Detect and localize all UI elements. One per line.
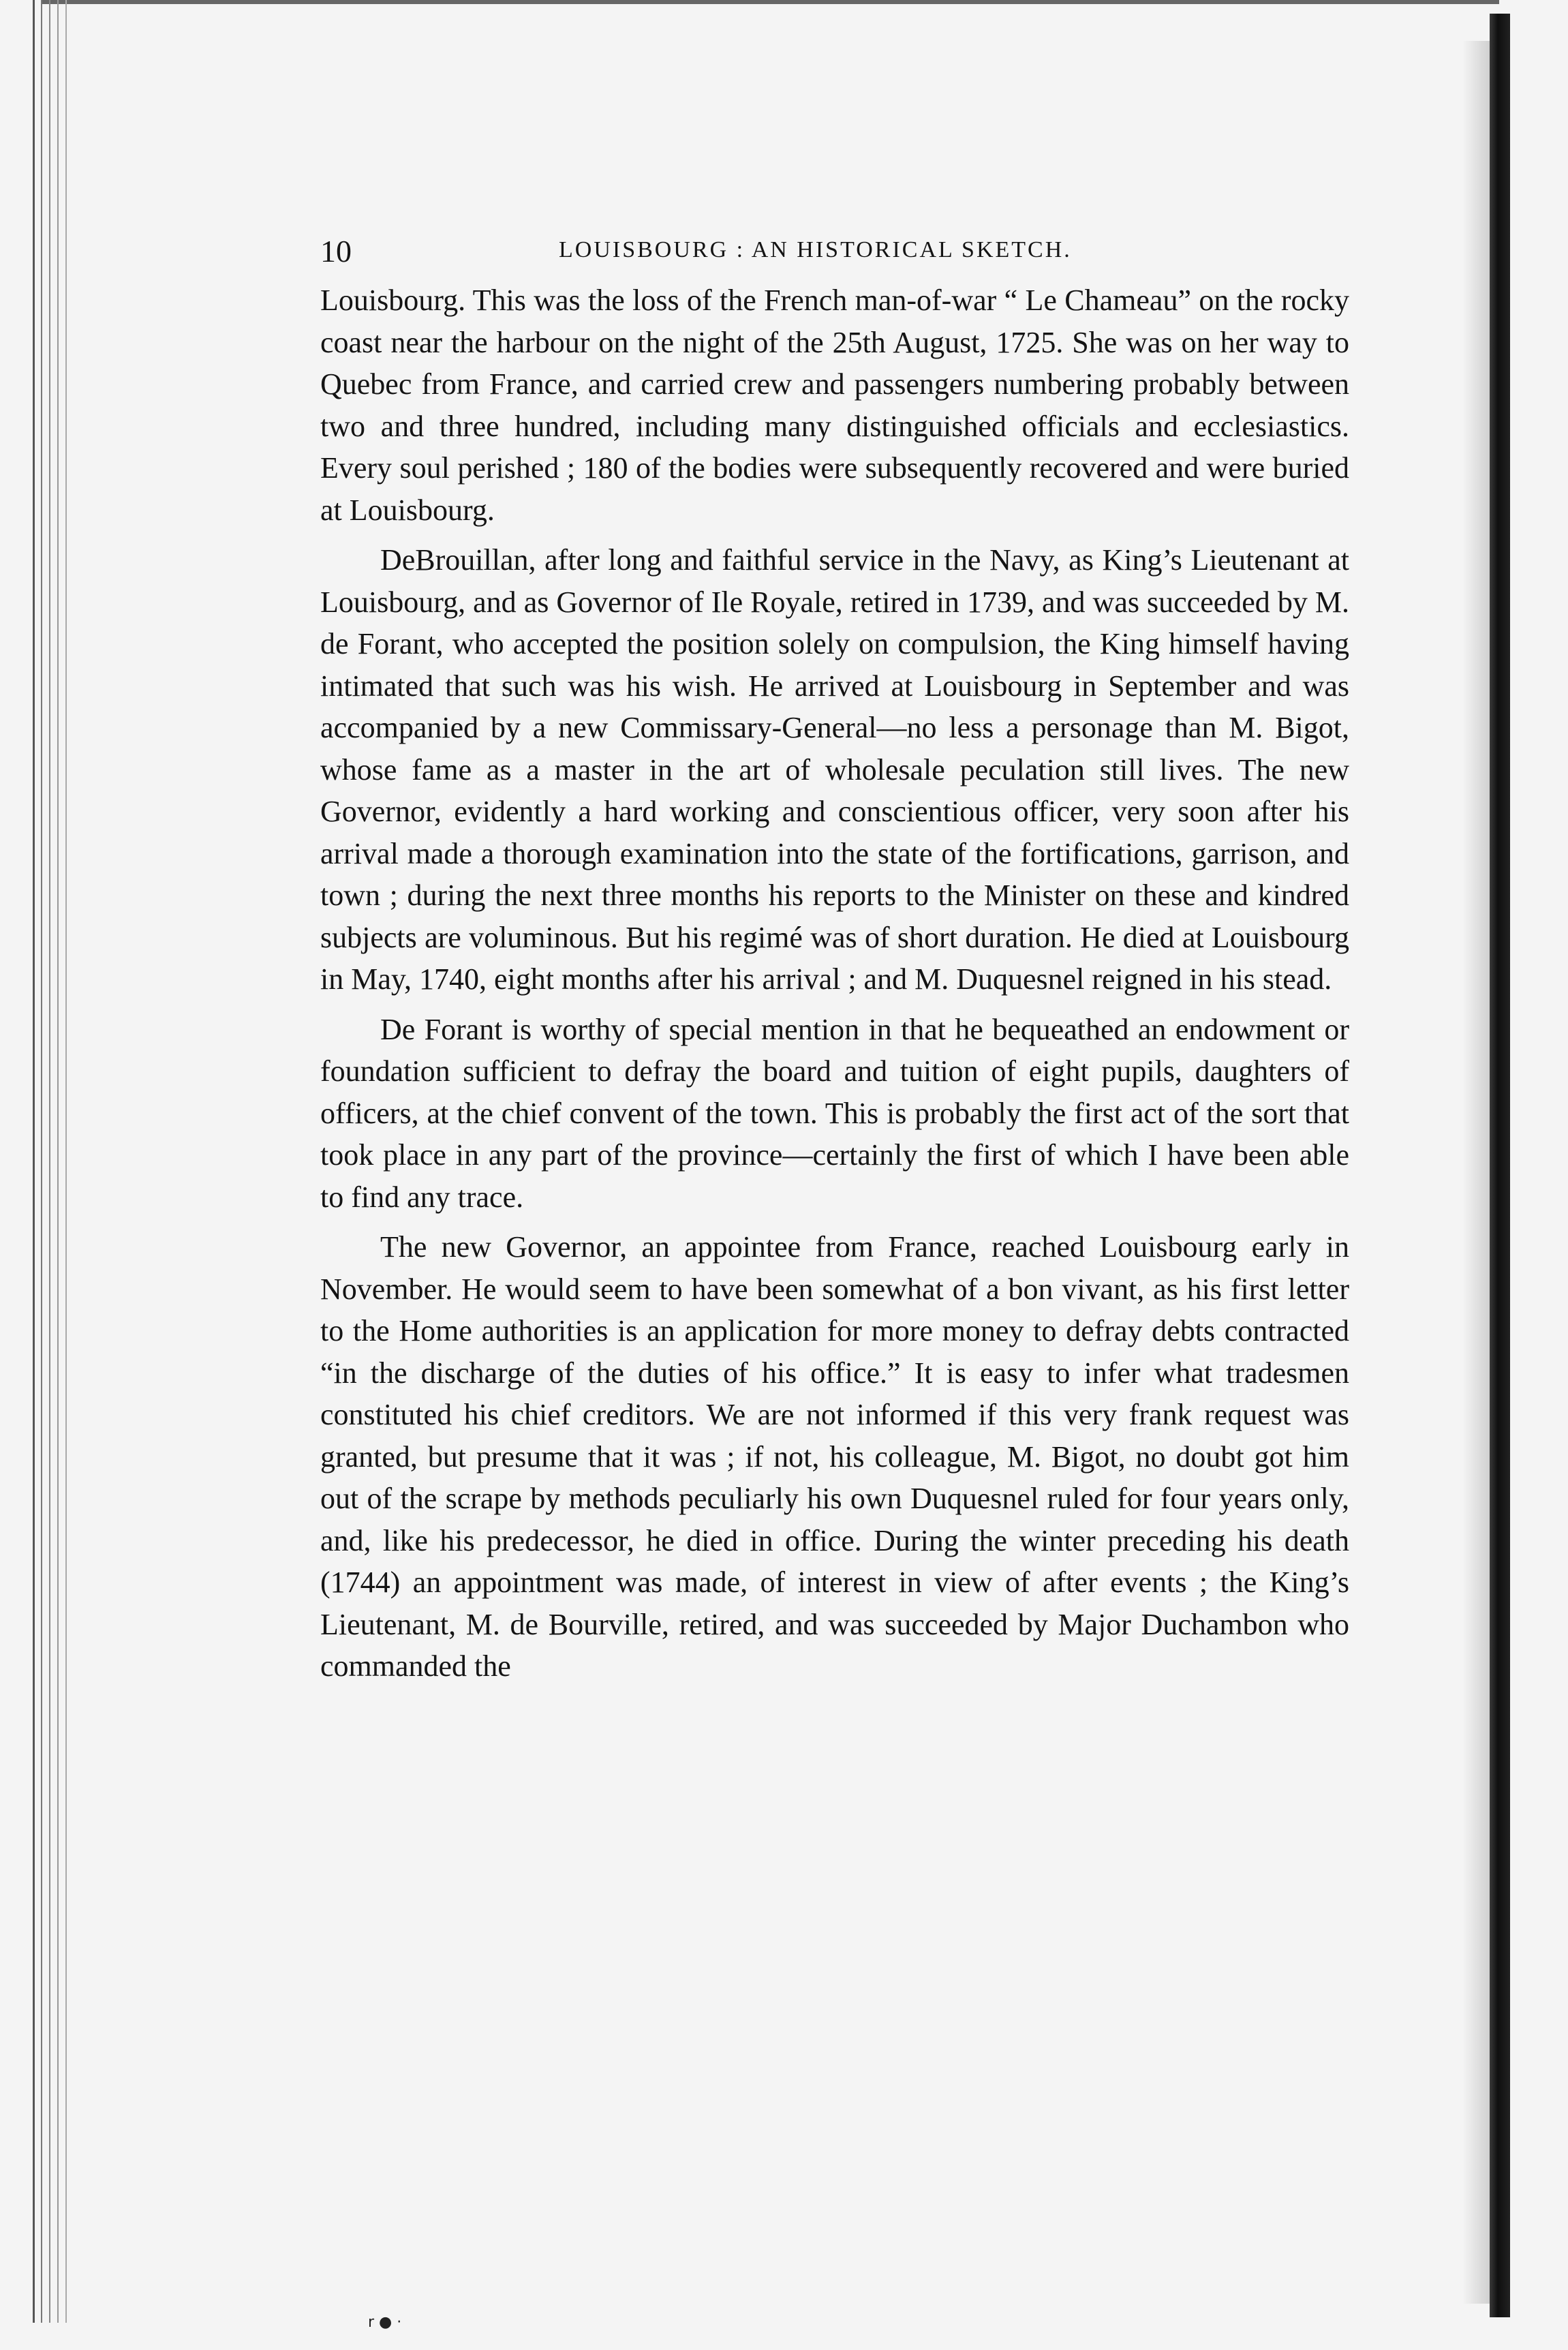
- body-text: [320, 279, 1349, 1688]
- right-page-edge: [1490, 14, 1510, 2317]
- paragraph: The new Governor, an appointee from France, reached Louisbourg early in November. He would seem to have been somewhat of a bon vivant, as his first letter to the Home authorities is an application for more money to defray debts contracted “in the discharge of the duties of his office.” It is easy to infer what tradesmen constituted his chief creditors. We are not informed if this very frank request was granted, but presume that it was ; if not, his colleague, M. Bigot, no doubt got him out of the scrape by methods peculiarly his own Duquesnel ruled for four years only, and, like his predecessor, he died in office. During the winter preceding his death (1744) an appointment was made, of interest in view of after events ; the King’s Lieutenant, M. de Bourville, retired, and was succeeded by Major Duchambon who commanded the: [320, 1230, 1349, 1683]
- page-top-edge: [41, 0, 1499, 4]
- binding-edge-line: [65, 0, 67, 2323]
- paragraph: Louisbourg. This was the loss of the French man-of-war “ Le Chameau” on the rocky coast near the harbour on the night of the 25th August, 1725. She was on her way to Quebec from France, and carried crew and passengers numbering probably between two and three hundred, including many distinguished officials and ecclesiastics. Every soul perished ; 180 of the bodies were subsequently recovered and were buried at Louisbourg.: [320, 284, 1349, 527]
- page-header: [320, 225, 1349, 279]
- scan-marks: r ● ·: [368, 2314, 402, 2331]
- binding-edge-line: [57, 0, 59, 2323]
- paragraph: DeBrouillan, after long and faithful service in the Navy, as King’s Lieutenant at Louisbourg, and as Governor of Ile Royale, retired in 1739, and was succeeded by M. de Forant, who accepted the position solely on compulsion, the King himself having intimated that such was his wish. He arrived at Louisbourg in September and was accompanied by a new Commissary-General—no less a personage than M. Bigot, whose fame as a master in the art of wholesale peculation still lives. The new Governor, evidently a hard working and conscientious officer, very soon after his arrival made a thorough examination into the state of the fortifications, garrison, and town ; during the next three months his reports to the Minister on these and kindred subjects are voluminous. But his regimé was of short duration. He died at Louisbourg in May, 1740, eight months after his arrival ; and M. Duquesnel reigned in his stead.: [320, 543, 1349, 996]
- page-number: 10: [320, 234, 352, 269]
- running-title: LOUISBOURG : AN HISTORICAL SKETCH.: [559, 237, 1072, 262]
- binding-edge-line: [49, 0, 50, 2323]
- text-block: [320, 225, 1349, 1688]
- paragraph: De Forant is worthy of special mention in that he bequeathed an endowment or foundation sufficient to defray the board and tuition of eight pupils, daughters of officers, at the chief convent of the town. This is probably the first act of the sort that took place in any part of the province—certainly the first of which I have been able to find any trace.: [320, 1012, 1349, 1214]
- binding-edge-line: [41, 0, 42, 2323]
- binding-edge-line: [33, 0, 35, 2323]
- right-edge-shadow: [1462, 41, 1490, 2304]
